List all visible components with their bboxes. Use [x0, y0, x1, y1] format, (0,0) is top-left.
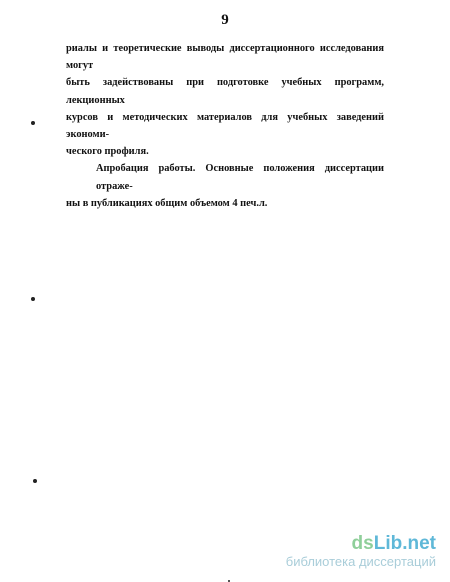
document-body: [66, 40, 384, 212]
binding-hole-mark: [33, 479, 37, 483]
paragraph1-line-2: быть задействованы при подготовке учебных программ, лекционных: [66, 77, 384, 106]
paragraph2-line-1-text: Основные положения диссертации отраже-: [96, 163, 384, 192]
paragraph1-line-1: риалы и теоретические выводы диссертационного исследования могут: [66, 43, 384, 72]
paragraph1-line-4: ческого профиля.: [66, 146, 149, 158]
page-number: 9: [221, 12, 229, 28]
paragraph2-line-1: [66, 160, 384, 194]
logo-ds: ds: [351, 533, 374, 554]
dslib-logo: [286, 534, 436, 554]
logo-lib: Lib.net: [373, 533, 436, 554]
paragraph2-line-2: ны в публикациях общим объемом 4 печ.л.: [66, 197, 268, 209]
binding-hole-mark: [31, 297, 35, 301]
watermark-subtitle: библиотека диссертаций: [285, 554, 436, 569]
binding-hole-mark: [31, 121, 35, 125]
approbation-heading: Апробация работы.: [96, 163, 196, 175]
dslib-watermark: [286, 534, 436, 570]
paragraph1-line-3: курсов и методических материалов для учебных заведений экономи-: [66, 111, 384, 141]
